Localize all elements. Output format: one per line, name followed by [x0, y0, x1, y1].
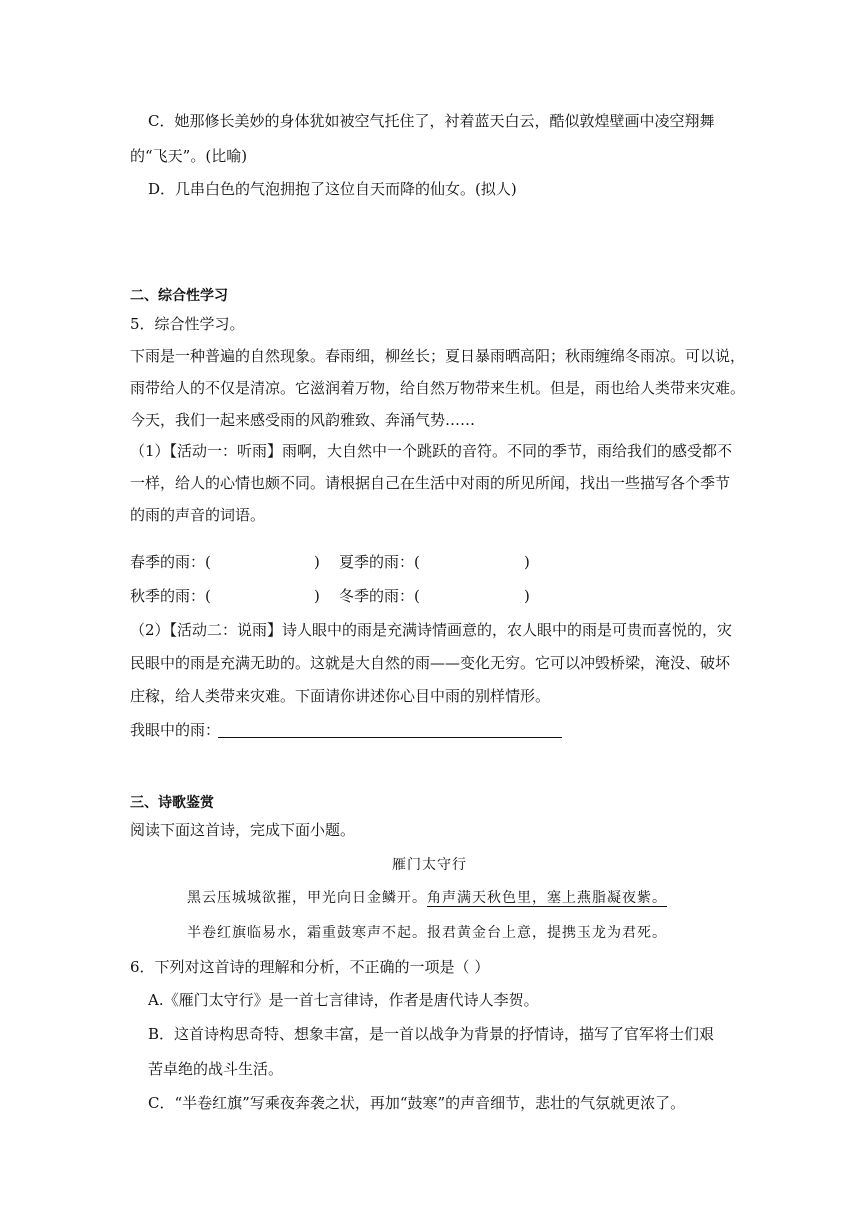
activity2-line3: 庄稼，给人类带来灾难。下面请你讲述你心目中雨的别样情形。 — [130, 687, 551, 705]
activity2-line1: （2）【活动二：说雨】诗人眼中的雨是充满诗情画意的，农人眼中的雨是可贵而喜悦的，灾 — [130, 621, 733, 639]
activity1-line1: （1）【活动一：听雨】雨啊，大自然中一个跳跃的音符。不同的季节，雨给我们的感受都不 — [130, 442, 733, 460]
activity2-line2: 民眼中的雨是充满无助的。这就是大自然的雨——变化无穷。它可以冲毁桥梁，淹没、破坏 — [130, 654, 731, 672]
spring-rain-label: 春季的雨：( — [130, 553, 211, 571]
q4-option-d: D．几串白色的气泡拥抱了这位自天而降的仙女。(拟人) — [148, 180, 517, 198]
winter-rain-close: ) — [524, 587, 530, 605]
poem-line1 — [187, 888, 667, 908]
winter-rain-label: 冬季的雨：( — [339, 587, 420, 605]
poem-line1-first-couplet: 黑云压城城欲摧，甲光向日金鳞开。 — [187, 890, 427, 906]
section3-instruction: 阅读下面这首诗，完成下面小题。 — [130, 821, 356, 839]
poem-line1-underlined-couplet: 角声满天秋色里，塞上燕脂凝夜紫。 — [427, 890, 667, 906]
my-rain-label: 我眼中的雨： — [130, 721, 221, 739]
q4-option-c-line2: 的“飞天”。(比喻) — [130, 147, 248, 165]
q6-option-b-line1: B．这首诗构思奇特、想象丰富，是一首以战争为背景的抒情诗，描写了官军将士们艰 — [148, 1025, 715, 1043]
q6-stem: 6．下列对这首诗的理解和分析，不正确的一项是（ ） — [130, 958, 490, 976]
q6-option-a: A.《雁门太守行》是一首七言律诗，作者是唐代诗人李贺。 — [148, 991, 539, 1009]
q6-option-c: C．“半卷红旗”写乘夜奔袭之状，再加“鼓寒”的声音细节，悲壮的气氛就更浓了。 — [148, 1094, 686, 1112]
section3-heading: 三、诗歌鉴赏 — [130, 795, 214, 811]
q6-option-b-line2: 苦卓绝的战斗生活。 — [148, 1060, 284, 1078]
summer-rain-label: 夏季的雨：( — [339, 553, 420, 571]
q5-intro-line2: 雨带给人的不仅是清凉。它滋润着万物，给自然万物带来生机。但是，雨也给人类带来灾难。 — [130, 379, 746, 397]
activity1-line3: 的雨的声音的词语。 — [130, 506, 266, 524]
autumn-rain-label: 秋季的雨：( — [130, 587, 211, 605]
q5-title: 5．综合性学习。 — [130, 315, 245, 333]
autumn-rain-close: ) — [314, 587, 320, 605]
poem-title: 雁门太守行 — [392, 857, 467, 873]
section2-heading: 二、综合性学习 — [130, 288, 228, 304]
activity1-line2: 一样，给人的心情也颇不同。请根据自己在生活中对雨的所见所闻，找出一些描写各个季节 — [130, 474, 731, 492]
summer-rain-close: ) — [524, 553, 530, 571]
q4-option-c-line1: C．她那修长美妙的身体犹如被空气托住了，衬着蓝天白云，酷似敦煌壁画中凌空翔舞 — [148, 112, 715, 130]
q5-intro-line1: 下雨是一种普遍的自然现象。春雨细，柳丝长；夏日暴雨晒高阳；秋雨缠绵冬雨凉。可以说， — [130, 347, 746, 365]
spring-rain-close: ) — [314, 553, 320, 571]
my-rain-answer-line[interactable] — [218, 737, 562, 738]
q5-intro-line3: 今天，我们一起来感受雨的风韵雅致、奔涌气势…… — [130, 411, 476, 429]
poem-line2: 半卷红旗临易水，霜重鼓寒声不起。报君黄金台上意，提携玉龙为君死。 — [187, 925, 667, 941]
